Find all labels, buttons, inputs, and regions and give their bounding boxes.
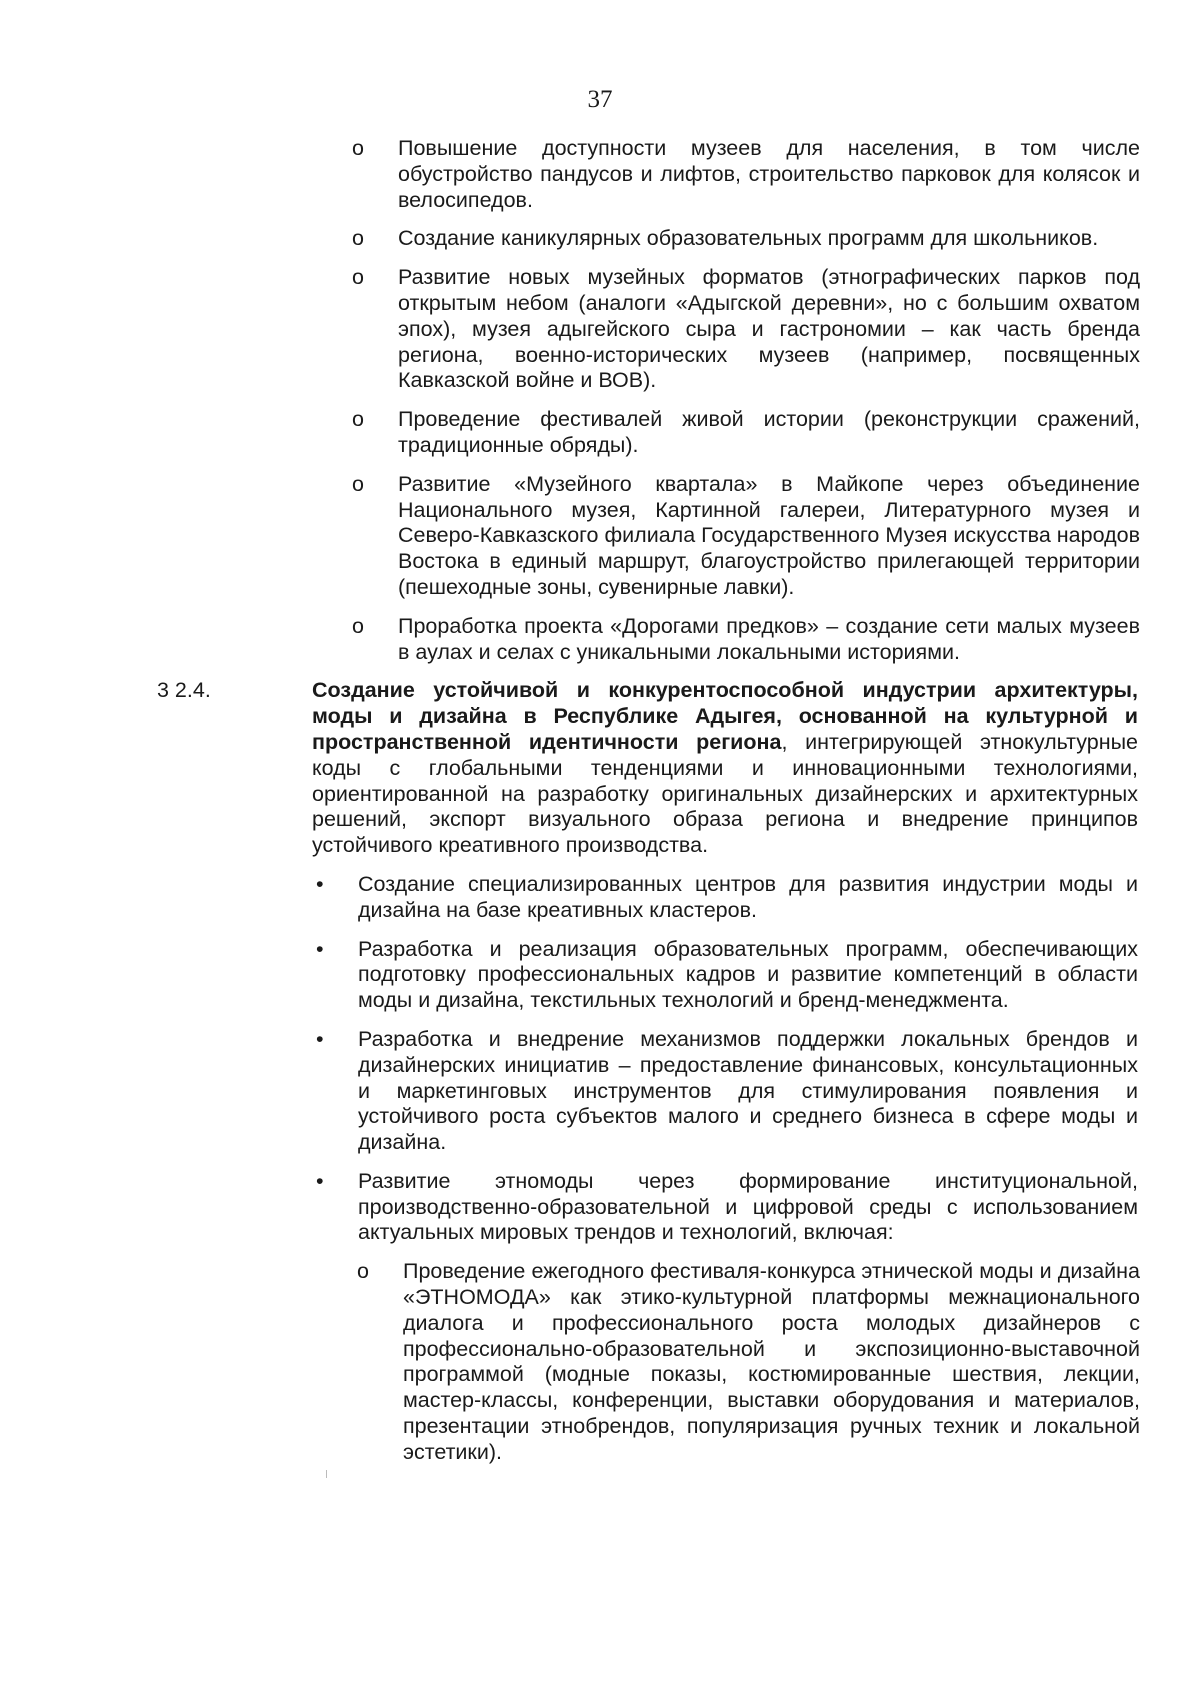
list-item-text: Развитие «Музейного квартала» в Майкопе через объединение Национального музея, Картинной галереи, Литературного музея и Северо-Кавказского филиала Государственного Музея искусства народов Востока в единый маршрут, благоустройство прилегающей территории (пешеходные зоны, сувенирные лавки). bbox=[398, 471, 1140, 599]
list-item-text: Создание специализированных центров для развития индустрии моды и дизайна на базе креативных кластеров. bbox=[358, 871, 1138, 922]
page-number: 37 bbox=[587, 86, 613, 113]
list-item bbox=[352, 614, 1140, 666]
circle-bullet-icon: o bbox=[352, 407, 364, 432]
bullet-icon: • bbox=[316, 1168, 324, 1193]
scan-mark bbox=[326, 1470, 327, 1478]
circle-bullet-icon: o bbox=[357, 1259, 369, 1284]
circle-bullet-icon: o bbox=[352, 471, 364, 496]
list-item bbox=[312, 872, 1138, 924]
list-item bbox=[352, 136, 1140, 213]
document-body bbox=[0, 136, 1200, 1466]
section-description: , интегрирующей этнокультурные коды с глобальными тенденциями и инновационными технологиями, ориентированной на разработку оригинальных дизайнерских и архитектурных решений, экспорт визуального образа региона и внедрение принципов устойчивого креативного производства. bbox=[312, 729, 1138, 858]
list-item bbox=[357, 1259, 1140, 1465]
list-item-text: Разработка и внедрение механизмов поддержки локальных брендов и дизайнерских инициатив – предоставление финансовых, консультационных и маркетинговых инструментов для стимулирования появления и устойчивого роста субъектов малого и среднего бизнеса в сфере моды и дизайна. bbox=[358, 1026, 1138, 1155]
list-item-text: Проведение фестивалей живой истории (реконструкции сражений, традиционные обряды). bbox=[398, 407, 1140, 457]
circle-bullet-icon: o bbox=[352, 226, 364, 251]
section-text bbox=[312, 678, 1138, 859]
list-item-text: Повышение доступности музеев для населения, в том числе обустройство пандусов и лифтов, строительство парковок для колясок и велосипедов. bbox=[398, 136, 1140, 212]
list-item-text: Создание каникулярных образовательных программ для школьников. bbox=[398, 226, 1099, 251]
list-item-text: Развитие этномоды через формирование институциональной, производственно-образовательной и цифровой среды с использованием актуальных мировых трендов и технологий, включая: bbox=[358, 1168, 1138, 1245]
list-item-text: Проработка проекта «Дорогами предков» – создание сети малых музеев в аулах и селах с уникальными локальными историями. bbox=[398, 613, 1140, 664]
bullet-icon: • bbox=[316, 936, 324, 961]
bullet-icon: • bbox=[316, 871, 324, 896]
list-item bbox=[352, 472, 1140, 601]
list-item-text: Проведение ежегодного фестиваля-конкурса этнической моды и дизайна «ЭТНОМОДА» как этико-культурной платформы межнационального диалога и профессионального роста молодых дизайнеров с профессионально-образовательной и экспозиционно-выставочной программой (модные показы, костюмированные шествия, лекции, мастер-классы, конференции, выставки оборудования и материалов, презентации этнобрендов, популяризация ручных техник и локальной эстетики). bbox=[403, 1259, 1140, 1464]
circle-bullet-icon: o bbox=[352, 265, 364, 290]
list-item bbox=[312, 937, 1138, 1014]
circle-bullet-icon: o bbox=[352, 136, 364, 160]
section-heading: Создание устойчивой и конкурентоспособной индустрии архитектуры, моды и дизайна в Республике Адыгея, основанной на культурной и пространственной идентичности региона bbox=[312, 678, 1138, 754]
list-item bbox=[312, 1169, 1138, 1246]
list-item bbox=[352, 407, 1140, 459]
bullet-icon: • bbox=[316, 1026, 324, 1051]
circle-bullet-icon: o bbox=[352, 613, 364, 638]
list-item bbox=[352, 226, 1140, 252]
list-item bbox=[352, 265, 1140, 394]
list-item-text: Развитие новых музейных форматов (этнографических парков под открытым небом (аналоги «Адыгской деревни», но с большим охватом эпох), музея адыгейского сыра и гастрономии – как часть бренда региона, военно-исторических музеев (например, посвященных Кавказской войне и ВОВ). bbox=[398, 265, 1140, 393]
list-item-text: Разработка и реализация образовательных программ, обеспечивающих подготовку профессиональных кадров и развитие компетенций в области моды и дизайна, текстильных технологий и бренд-менеджмента. bbox=[358, 936, 1138, 1013]
section-3-2-4 bbox=[0, 678, 1200, 859]
list-item bbox=[312, 1027, 1138, 1156]
section-number: 3 2.4. bbox=[157, 678, 211, 703]
